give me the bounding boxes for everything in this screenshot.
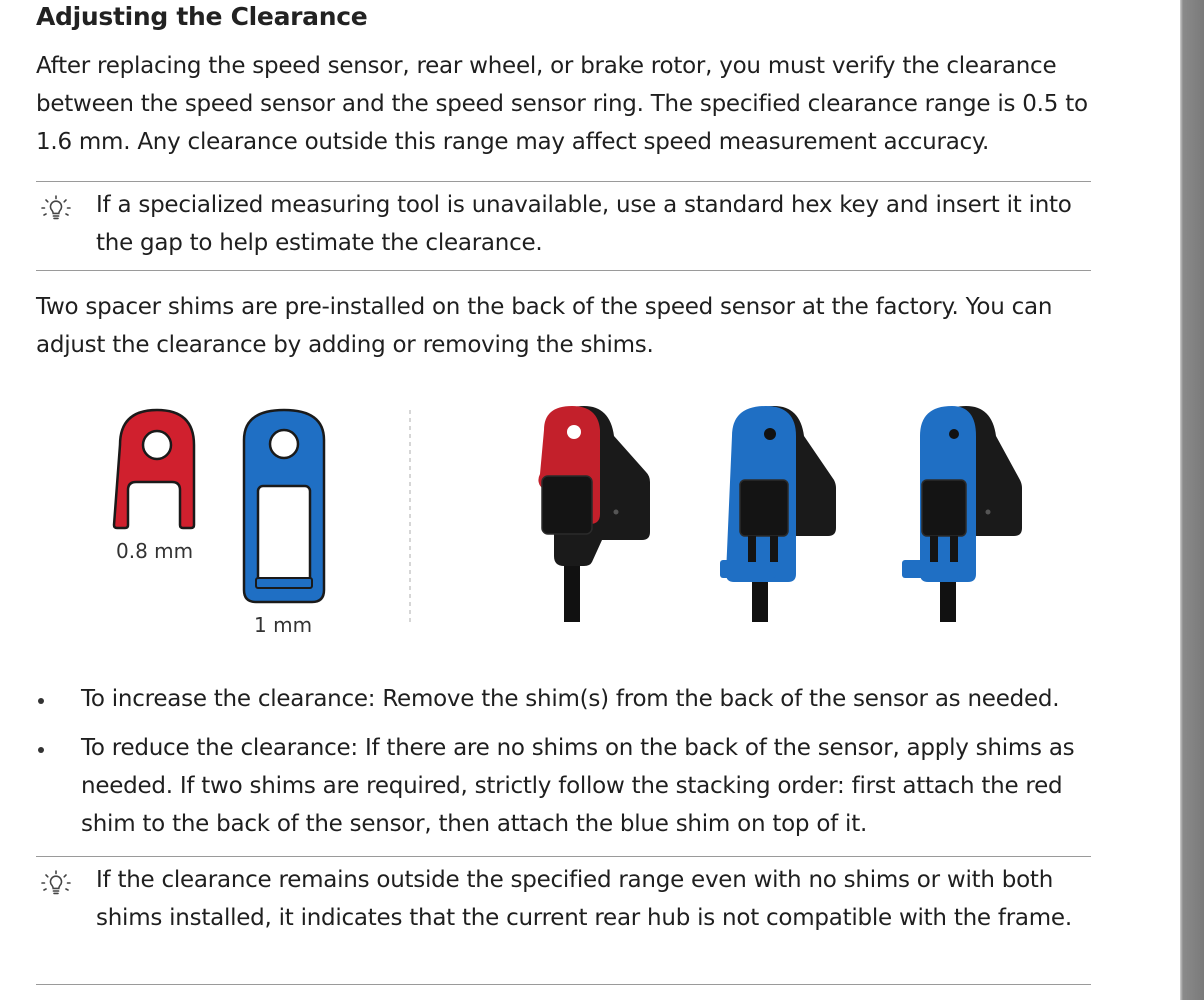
scrollbar[interactable] [1180,0,1204,1000]
blue-shim-diagram [244,410,324,602]
tip-box-hex-key [36,181,1091,271]
section-heading: Adjusting the Clearance [36,2,368,31]
bullet-dot [38,698,44,704]
shims-paragraph: Two spacer shims are pre-installed on the back of the speed sensor at the factory. You can adjust the clearance by adding or removing the shims. [36,294,1053,358]
shim-figure [36,400,1092,640]
tip-text: If the clearance remains outside the specified range even with no shims or with both shims installed, it indicates that the current rear hub is not compatible with the frame. [96,867,1072,931]
list-item-text: To increase the clearance: Remove the shim(s) from the back of the sensor as needed. [81,686,1060,712]
clearance-instructions-list [36,680,1092,843]
intro-paragraph: After replacing the speed sensor, rear wheel, or brake rotor, you must verify the clearance between the speed sensor and the speed sensor ring. The specified clearance range is 0.5 to 1.6 mm. Any clearance outside this range may affect speed measurement accuracy. [36,53,1088,155]
shim-illustration [36,400,1092,640]
red-shim-diagram [114,410,194,528]
red-shim-thickness-label: 0.8 mm [116,539,194,563]
lightbulb-icon [40,194,72,226]
list-item-text: To reduce the clearance: If there are no shims on the back of the sensor, apply shims as needed. If two shims are required, strictly follow the stacking order: first attach the red shim to the back of the sensor, then attach the blue shim on top of it. [81,735,1075,837]
sensor-with-red-shim [538,406,650,622]
list-item [36,680,1092,718]
list-item [36,729,1092,843]
blue-shim-thickness-label: 1 mm [254,613,313,637]
tip-box-hub-compatibility [36,856,1091,985]
sensor-with-blue-shim [720,406,836,622]
bullet-dot [38,747,44,753]
sensor-with-both-shims [902,406,1022,622]
lightbulb-icon [40,869,72,901]
tip-text: If a specialized measuring tool is unavailable, use a standard hex key and insert it into the gap to help estimate the clearance. [96,192,1072,256]
